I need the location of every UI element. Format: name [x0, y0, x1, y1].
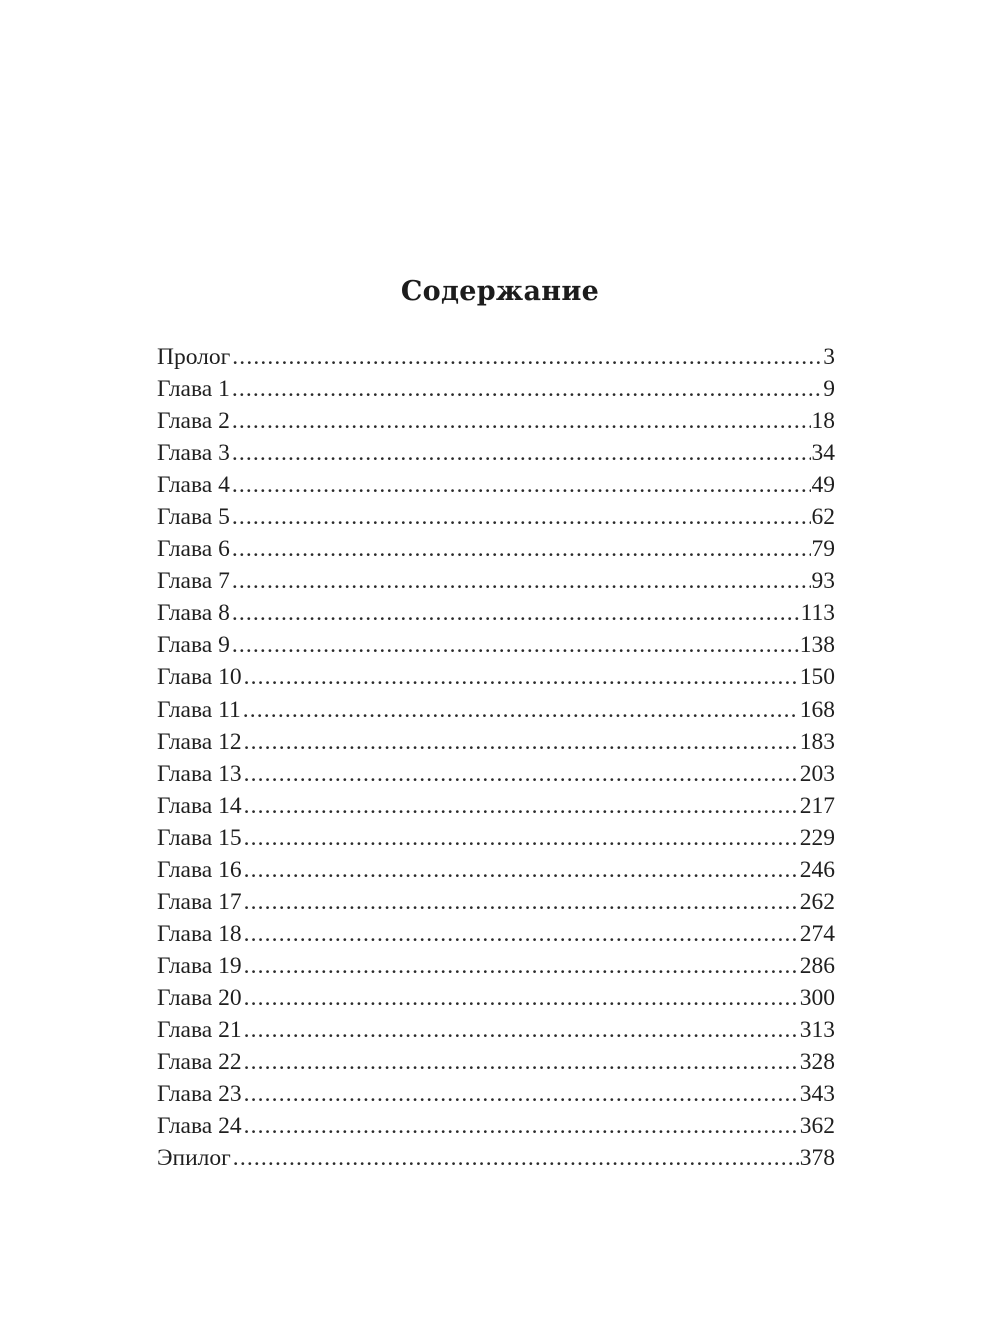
toc-entry [157, 405, 835, 437]
dot-leader [244, 822, 799, 854]
dot-leader [244, 758, 799, 790]
dot-leader [232, 565, 811, 597]
toc-entry-page-number: 9 [823, 376, 835, 403]
toc-entry-page-number: 300 [799, 984, 835, 1011]
toc-entry [157, 1110, 835, 1142]
toc-entry [157, 629, 835, 661]
toc-entry [157, 1142, 835, 1174]
dot-leader [243, 694, 799, 726]
toc-entry [157, 1078, 835, 1110]
dot-leader [232, 597, 800, 629]
toc-entry [157, 373, 835, 405]
toc-entry [157, 533, 835, 565]
toc-entry-label: Глава 2 [157, 408, 230, 435]
toc-entry [157, 341, 835, 373]
dot-leader [232, 405, 811, 437]
toc-entry [157, 694, 835, 726]
toc-entry-label: Глава 18 [157, 920, 242, 947]
toc-entry-label: Глава 14 [157, 792, 242, 819]
toc-entry-page-number: 262 [799, 888, 835, 915]
toc-entry-label: Глава 6 [157, 536, 230, 563]
toc-entry-page-number: 49 [811, 472, 835, 499]
toc-entry-label: Глава 22 [157, 1049, 242, 1076]
dot-leader [244, 1078, 799, 1110]
toc-entry-page-number: 93 [811, 568, 835, 595]
dot-leader [232, 341, 822, 373]
toc-entry [157, 854, 835, 886]
toc-entry-page-number: 203 [799, 760, 835, 787]
dot-leader [232, 469, 811, 501]
toc-entry [157, 982, 835, 1014]
toc-entry [157, 661, 835, 693]
toc-entry-page-number: 286 [799, 952, 835, 979]
toc-entry-page-number: 168 [799, 696, 835, 723]
dot-leader [244, 1110, 799, 1142]
dot-leader [244, 790, 799, 822]
toc-entry-label: Глава 15 [157, 824, 242, 851]
toc-entry-label: Глава 16 [157, 856, 242, 883]
toc-entry-page-number: 34 [811, 440, 835, 467]
dot-leader [232, 501, 811, 533]
toc-entry [157, 1046, 835, 1078]
toc-entry [157, 758, 835, 790]
toc-entry [157, 469, 835, 501]
toc-entry [157, 790, 835, 822]
toc-entry-page-number: 313 [799, 1016, 835, 1043]
toc-entry [157, 501, 835, 533]
toc-entry-label: Глава 21 [157, 1016, 242, 1043]
toc-entry-label: Пролог [157, 344, 231, 370]
dot-leader [244, 1014, 799, 1046]
toc-entry [157, 726, 835, 758]
toc-entry [157, 565, 835, 597]
toc-entry [157, 822, 835, 854]
toc-entry-label: Глава 9 [157, 632, 230, 659]
dot-leader [244, 726, 799, 758]
toc-entry-label: Глава 8 [157, 600, 230, 627]
toc-entry [157, 950, 835, 982]
dot-leader [244, 982, 799, 1014]
toc-entry-page-number: 62 [811, 504, 835, 531]
toc-entry-label: Эпилог [157, 1145, 231, 1172]
dot-leader [244, 854, 799, 886]
toc-entry-page-number: 343 [799, 1081, 835, 1108]
toc-entry [157, 886, 835, 918]
toc-entry-page-number: 217 [799, 792, 835, 819]
dot-leader [244, 950, 799, 982]
toc-entry-label: Глава 12 [157, 728, 242, 755]
toc-entry-label: Глава 11 [157, 696, 241, 723]
toc-entry-label: Глава 3 [157, 440, 230, 467]
toc-entry [157, 1014, 835, 1046]
toc-entry-page-number: 229 [799, 824, 835, 851]
toc-entry-label: Глава 5 [157, 504, 230, 531]
dot-leader [232, 373, 822, 405]
toc-entry-label: Глава 1 [157, 376, 230, 403]
toc-entry-page-number: 150 [799, 664, 835, 691]
toc-entry-page-number: 183 [799, 728, 835, 755]
toc-entry-label: Глава 23 [157, 1081, 242, 1108]
toc-entry-label: Глава 24 [157, 1113, 242, 1140]
toc-entry-page-number: 113 [800, 600, 835, 627]
toc-entry-page-number: 274 [799, 920, 835, 947]
toc-entry-label: Глава 4 [157, 472, 230, 499]
toc-entry-page-number: 138 [799, 632, 835, 659]
toc-entry-page-number: 362 [799, 1113, 835, 1140]
toc-entry-page-number: 328 [799, 1049, 835, 1076]
toc-entry-label: Глава 7 [157, 568, 230, 595]
toc-entry-page-number: 378 [799, 1145, 835, 1172]
toc-entry [157, 437, 835, 469]
dot-leader [244, 661, 799, 693]
toc-list [157, 341, 835, 1174]
dot-leader [232, 629, 799, 661]
toc-entry-page-number: 246 [799, 856, 835, 883]
dot-leader [244, 1046, 799, 1078]
dot-leader [233, 1142, 799, 1174]
toc-entry-label: Глава 20 [157, 984, 242, 1011]
dot-leader [244, 918, 799, 950]
toc-entry-page-number: 79 [811, 536, 835, 563]
toc-entry-label: Глава 17 [157, 888, 242, 915]
toc-entry-label: Глава 13 [157, 760, 242, 787]
toc-entry-page-number: 3 [823, 344, 835, 370]
dot-leader [232, 533, 811, 565]
toc-title: Содержание [400, 276, 600, 307]
dot-leader [244, 886, 799, 918]
toc-entry-label: Глава 10 [157, 664, 242, 691]
toc-entry [157, 918, 835, 950]
toc-entry [157, 597, 835, 629]
toc-entry-label: Глава 19 [157, 952, 242, 979]
toc-entry-page-number: 18 [811, 408, 835, 435]
dot-leader [232, 437, 811, 469]
